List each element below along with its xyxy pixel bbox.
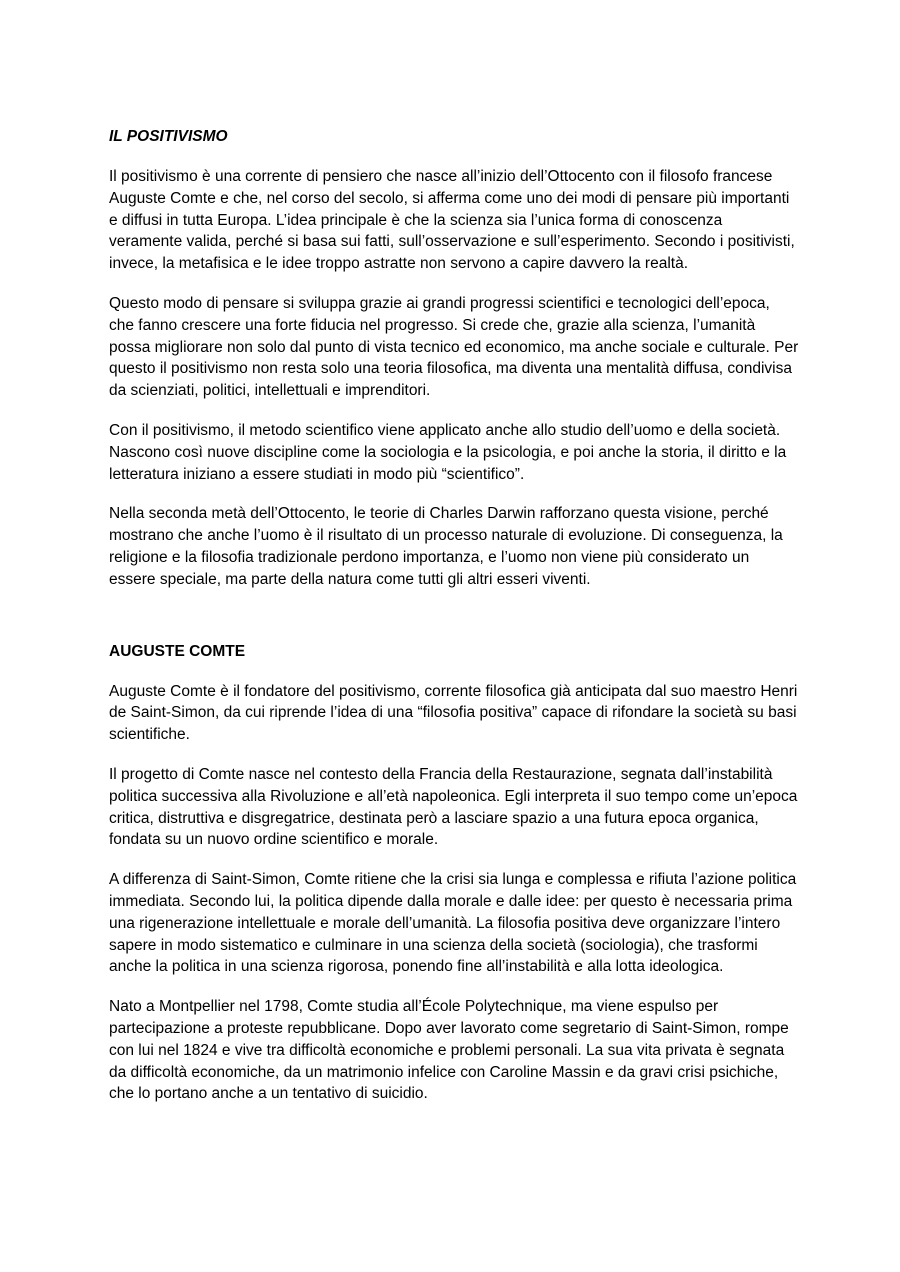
document-page — [109, 126, 799, 1123]
paragraph: Nato a Montpellier nel 1798, Comte studia all’École Polytechnique, ma viene espulso per partecipazione a proteste repubblicane. Dopo aver lavorato come segretario di Saint-Simon, rompe con lui nel 1824 e vive tra difficoltà economiche e problemi personali. La sua vita privata è segnata da difficoltà economiche, da un matrimonio infelice con Caroline Massin e da gravi crisi psichiche, che lo portano anche a un tentativo di suicidio. — [109, 998, 789, 1103]
paragraph: Il positivismo è una corrente di pensiero che nasce all’inizio dell’Ottocento con il filosofo francese Auguste Comte e che, nel corso del secolo, si afferma come uno dei modi di pensare più importanti e diffusi in tutta Europa. L’idea principale è che la scienza sia l’unica forma di conoscenza veramente valida, perché si basa sui fatti, sull’osservazione e sull’esperimento. Secondo i positivisti, invece, la metafisica e le idee troppo astratte non servono a capire davvero la realtà. — [109, 168, 795, 273]
paragraph: A differenza di Saint-Simon, Comte ritiene che la crisi sia lunga e complessa e rifiuta l’azione politica immediata. Secondo lui, la politica dipende dalla morale e dalle idee: per questo è necessaria prima una rigenerazione intellettuale e morale dell’umanità. La filosofia positiva deve organizzare l’intero sapere in modo sistematico e culminare in una scienza della società (sociologia), che trasformi anche la politica in una scienza rigorosa, ponendo fine all’instabilità e alla lotta ideologica. — [109, 871, 797, 976]
paragraph: Con il positivismo, il metodo scientifico viene applicato anche allo studio dell’uomo e della società. Nascono così nuove discipline come la sociologia e la psicologia, e poi anche la storia, il diritto e la letteratura iniziano a essere studiati in modo più “scientifico”. — [109, 421, 787, 483]
paragraph: Questo modo di pensare si sviluppa grazie ai grandi progressi scientifici e tecnologici dell’epoca, che fanno crescere una forte fiducia nel progresso. Si crede che, grazie alla scienza, l’umanità possa migliorare non solo dal punto di vista tecnico ed economico, ma anche sociale e culturale. Per questo il positivismo non resta solo una teoria filosofica, ma diventa una mentalità diffusa, condivisa da scienziati, politici, intellettuali e imprenditori. — [109, 294, 799, 400]
section-title-comte: AUGUSTE COMTE — [109, 642, 246, 660]
paragraph: Il progetto di Comte nasce nel contesto della Francia della Restaurazione, segnata dall’instabilità politica successiva alla Rivoluzione e all’età napoleonica. Egli interpreta il suo tempo come un’epoca critica, distruttiva e disgregatrice, destinata però a lasciare spazio a una futura epoca organica, fondata su un nuovo ordine scientifico e morale. — [109, 765, 798, 849]
section-title-positivismo: IL POSITIVISMO — [109, 128, 228, 145]
paragraph: Nella seconda metà dell’Ottocento, le teorie di Charles Darwin rafforzano questa visione, perché mostrano che anche l’uomo è il risultato di un processo naturale di evoluzione. Di conseguenza, la religione e la filosofia tradizionale perdono importanza, e l’uomo non viene più considerato un essere speciale, ma parte della natura come tutti gli altri esseri viventi. — [109, 505, 783, 588]
paragraph: Auguste Comte è il fondatore del positivismo, corrente filosofica già anticipata dal suo maestro Henri de Saint-Simon, da cui riprende l’idea di una “filosofia positiva” capace di rifondare la società su basi scientifiche. — [109, 682, 798, 744]
section-spacer — [109, 609, 799, 641]
